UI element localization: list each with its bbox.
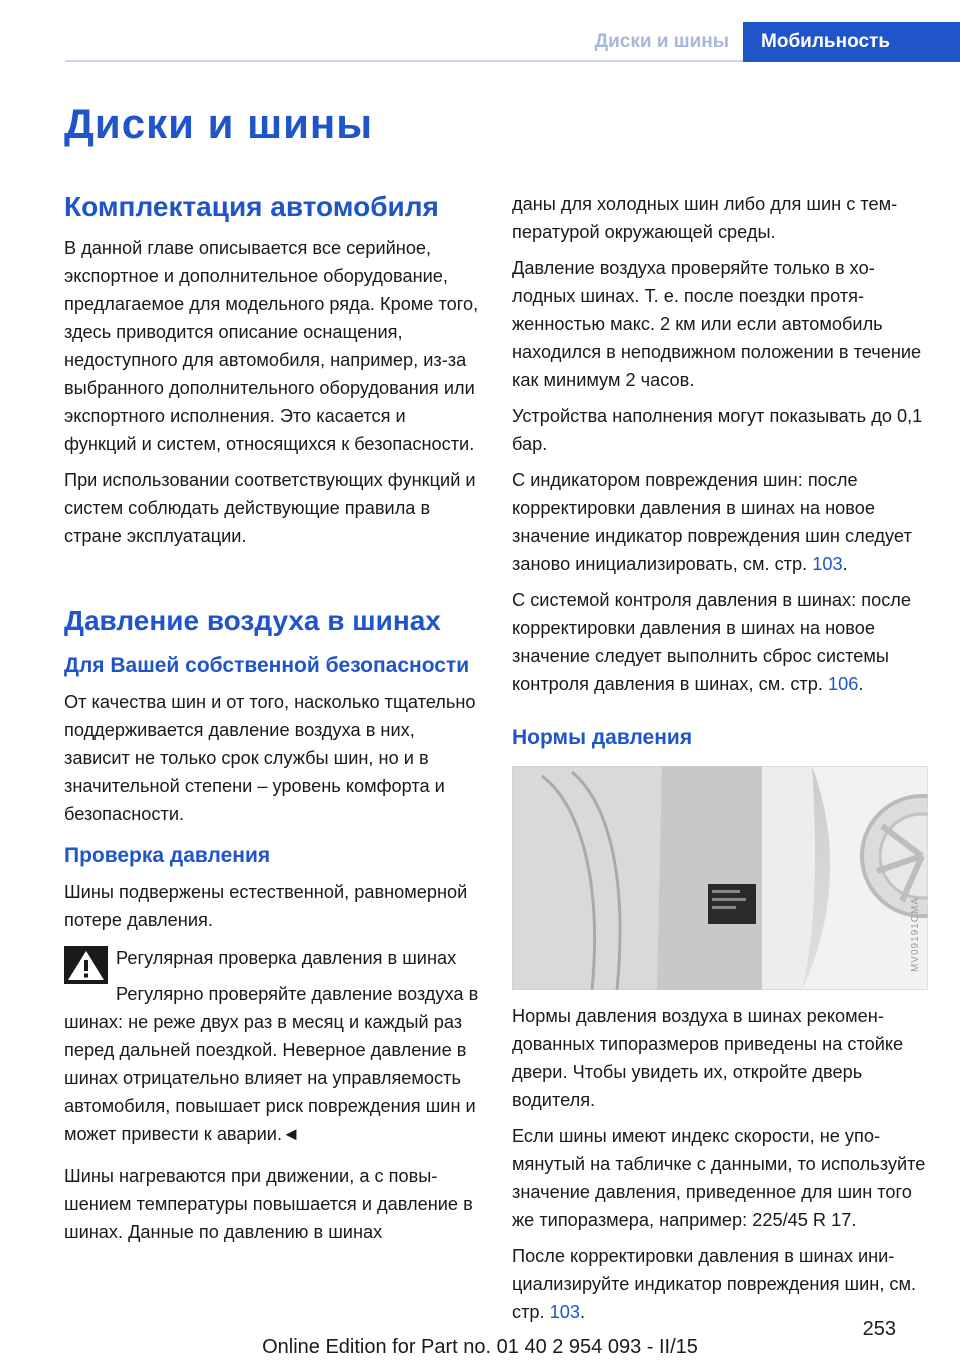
continued-paragraph: даны для холодных шин либо для шин с температурой окружающей среды. (512, 194, 898, 242)
warning-icon (64, 946, 108, 984)
check-pressure-heading: Проверка давления (64, 844, 271, 867)
cold-tires-paragraph: Давление воздуха проверяйте только в холодных шинах. Т. е. после поездки протяженностью макс. 2 км или если автомобиль находился в неподвижном положении в течение как минимум 2 часов. (512, 258, 922, 390)
page-link-103-bottom[interactable]: 103 (549, 1302, 581, 1322)
page-number: 253 (862, 1318, 896, 1340)
safety-heading: Для Вашей собственной безопасности (64, 654, 470, 677)
system-paragraph: С системой контроля давления в шинах: после корректировки давления в шинах на новое значение следует выполнить сброс системы контроля давления в шинах, см. стр. 106. (512, 590, 912, 694)
norms-paragraph: Нормы давления воздуха в шинах рекомендованных типоразмеров приведены на стойке двери. Чтобы увидеть их, откройте дверь водителя. (512, 1006, 904, 1110)
speed-index-paragraph: Если шины имеют индекс скорости, не упомянутый на табличке с данными, то используйте значение давления, приведенное для шин того же типоразмера, например: 225/45 R 17. (512, 1126, 926, 1230)
equipment-paragraph-1: В данной главе описывается все серийное, экспортное и дополнительное оборудование, предлагаемое для модельного ряда. Кроме того, здесь приводится описание оснащения, недоступного для автомобиля, например, из-за выбранного дополнительного оборудования или экспортного исполнения. Это касается и функций и систем, относящихся к безопасности. (64, 238, 479, 454)
tire-pressure-heading: Давление воздуха в шинах (64, 605, 441, 636)
door-pillar-photo (512, 766, 928, 990)
tab-section[interactable]: Диски и шины (594, 31, 730, 52)
door-pillar-illustration (512, 766, 928, 990)
left-column (64, 190, 480, 1254)
footer-edition: Online Edition for Part no. 01 40 2 954 093 - II/15 (262, 1336, 698, 1358)
check-paragraph: Шины подвержены естественной, равномерной потере давления. (64, 882, 468, 930)
indicator-paragraph: С индикатором повреждения шин: после корректировки давления в шинах на новое значение индикатор повреждения шин следует заново инициализировать, см. стр. 103. (512, 470, 912, 574)
page-link-106[interactable]: 106 (827, 674, 859, 694)
chapter-title: Диски и шины (64, 100, 374, 147)
warning-title: Регулярная проверка давления в шинах (116, 948, 457, 968)
device-paragraph: Устройства наполнения могут показывать до 0,1 бар. (512, 406, 923, 454)
warning-block (64, 944, 480, 972)
equipment-heading: Комплектация автомобиля (64, 191, 439, 222)
heat-paragraph: Шины нагреваются при движении, а с повышением температуры повышается и давление в шинах. Данные по давлению в шинах (64, 1166, 473, 1242)
right-column (512, 190, 928, 1334)
warning-text: Регулярно проверяйте давление воздуха в шинах: не реже двух раз в месяц и каждый раз перед дальней поездкой. Неверное давление в шинах отрицательно влияет на управляемость автомобиля, повышает риск повреждения шин и может привести к аварии.◄ (64, 984, 479, 1144)
header-tabs (577, 22, 960, 62)
page-link-103[interactable]: 103 (812, 554, 843, 574)
equipment-paragraph-2: При использовании соответствующих функций и систем соблюдать действующие правила в стране эксплуатации. (64, 470, 476, 546)
photo-code: MV09191CMA (910, 896, 921, 972)
after-correction-paragraph: После корректировки давления в шинах инициализируйте индикатор повреждения шин, см. стр. 103. (512, 1246, 917, 1322)
safety-paragraph: От качества шин и от того, насколько тщательно поддерживается давление воздуха в них, зависит не только срок службы шин, но и в значительной степени – уровень комфорта и безопасности. (64, 692, 476, 824)
pressure-norms-heading: Нормы давления (512, 726, 693, 749)
tab-chapter[interactable]: Мобильность (743, 22, 960, 62)
